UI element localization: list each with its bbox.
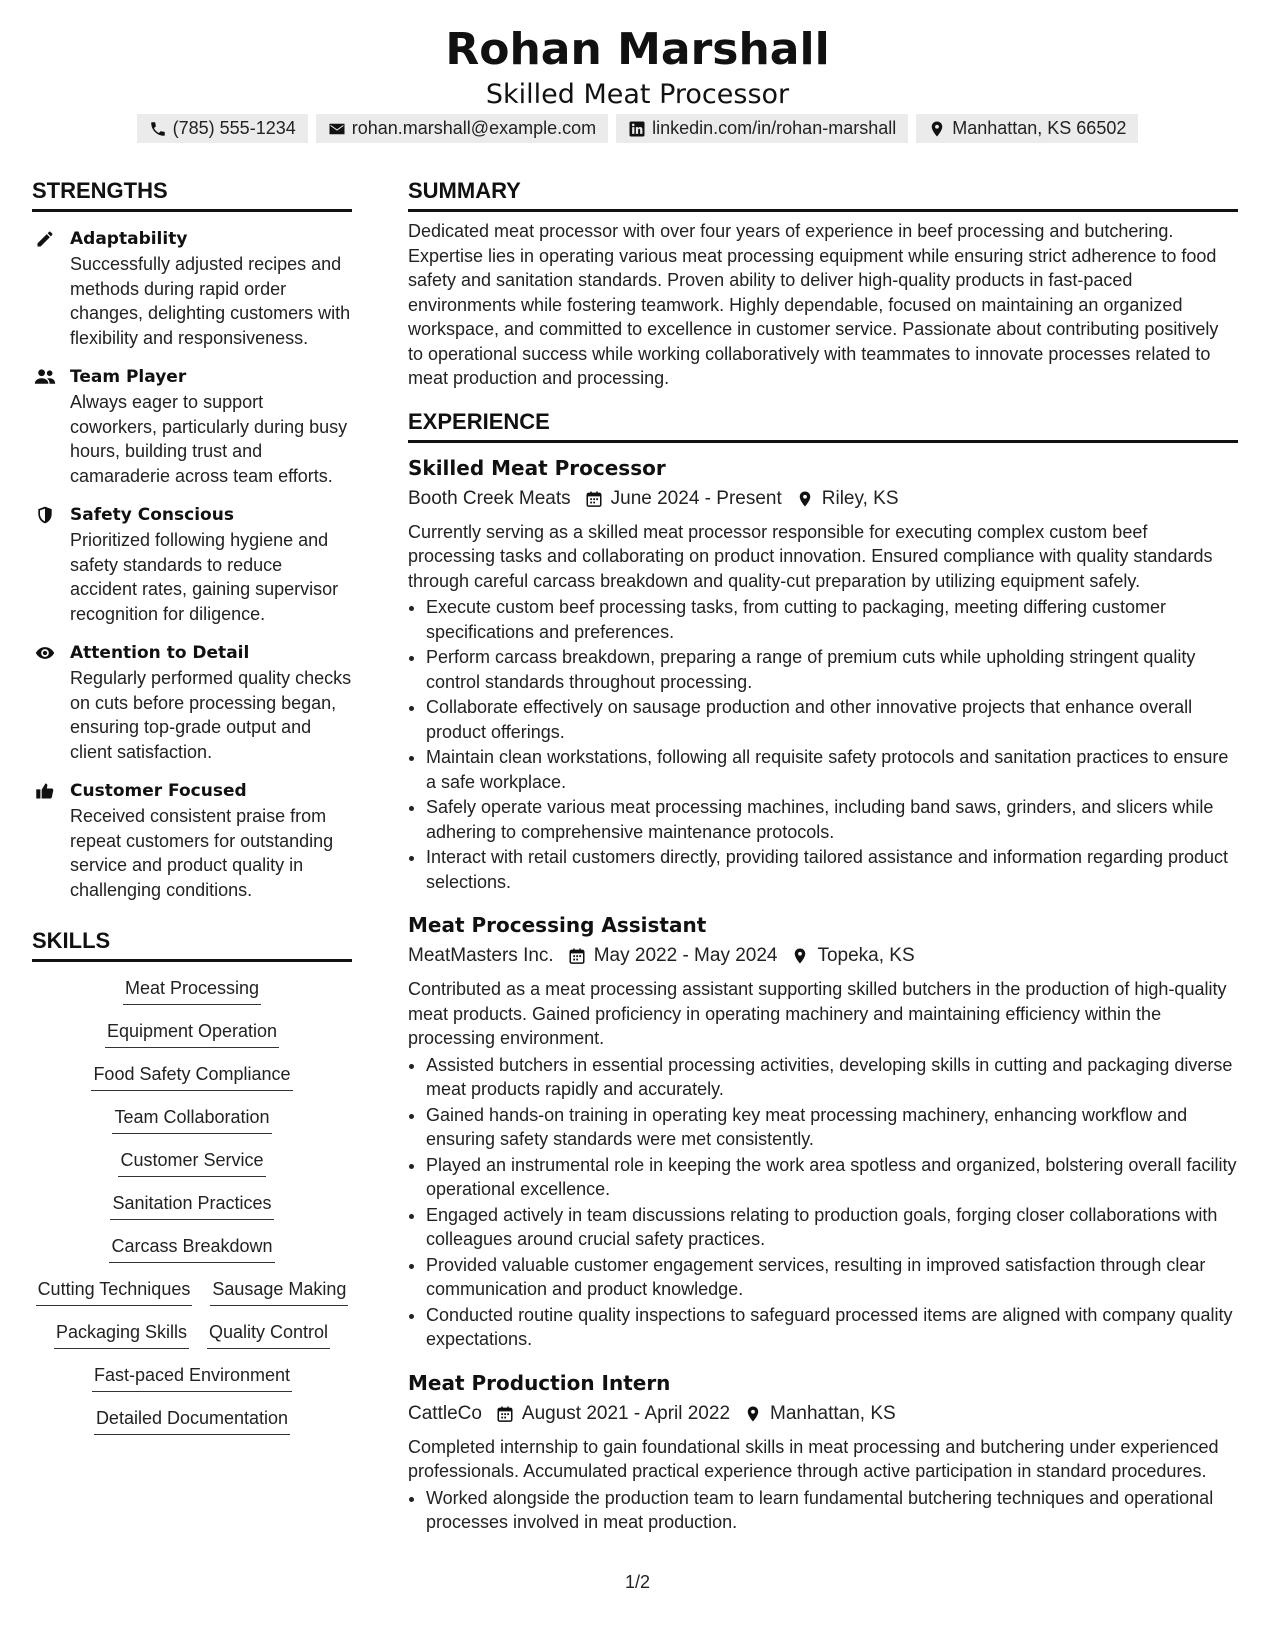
strengths-list [32, 226, 352, 902]
job-bullet: • Collaborate effectively on sausage production and other innovative projects that enhance overall product offerings. [426, 695, 1238, 744]
job-bullet: • Maintain clean workstations, following all requisite safety protocols and sanitation practices to ensure a safe workplace. [426, 745, 1238, 794]
job-bullet: • Execute custom beef processing tasks, from cutting to packaging, meeting differing customer specifications and preferences. [426, 595, 1238, 644]
job-location: Riley, KS [821, 487, 899, 509]
linkedin-icon [628, 120, 646, 138]
job-company: Booth Creek Meats [408, 487, 571, 509]
job-bullet: • Interact with retail customers directly, providing tailored assistance and information regarding product selections. [426, 845, 1238, 894]
experience-heading: EXPERIENCE [408, 407, 1238, 443]
strength-name: Adaptability [70, 229, 188, 249]
strengths-heading: STRENGTHS [32, 176, 352, 212]
job-bullet: • Worked alongside the production team to learn fundamental butchering techniques and operational processes involved in meat production. [426, 1486, 1238, 1535]
strength-desc: Always eager to support coworkers, particularly during busy hours, building trust and camaraderie across team efforts. [70, 392, 348, 486]
job-description: Currently serving as a skilled meat processor responsible for executing complex custom beef processing tasks and collaborating on product innovation. Ensured compliance with quality standards through careful carcass breakdown and quality-cut preparation by utilizing equipment safely. [408, 521, 1213, 591]
users-icon [34, 367, 56, 387]
job-description: Contributed as a meat processing assistant supporting skilled butchers in the production of high-quality meat products. Gained proficiency in operating machinery and maintaining efficiency within the processing environment. [408, 979, 1227, 1048]
phone-icon [149, 120, 167, 138]
thumbs-up-icon [34, 781, 56, 801]
job-bullet: • Provided valuable customer engagement services, resulting in improved satisfaction through clear communication and product knowledge. [426, 1253, 1238, 1302]
contact-location-text: Manhattan, KS 66502 [952, 118, 1127, 138]
job-meta [408, 1399, 1238, 1429]
job-dates: August 2021 - April 2022 [521, 1402, 731, 1424]
job-dates: June 2024 - Present [610, 487, 782, 509]
skill-tag: Meat Processing [123, 976, 261, 1005]
job-bullet: • Conducted routine quality inspections to safeguard processed items are aligned with company quality expectations. [426, 1303, 1238, 1352]
strength-name: Safety Conscious [70, 505, 234, 525]
strength-item [32, 640, 352, 764]
resume-header [0, 22, 1275, 112]
job-meta [408, 941, 1238, 971]
skills-list [32, 976, 352, 1449]
job-bullets [408, 1053, 1238, 1352]
strength-desc: Prioritized following hygiene and safety standards to reduce accident rates, gaining supervisor recognition for diligence. [70, 530, 339, 624]
skill-tag: Quality Control [207, 1320, 330, 1349]
strength-item [32, 502, 352, 626]
strength-name: Customer Focused [70, 781, 247, 801]
job-location: Manhattan, KS [770, 1402, 896, 1424]
page-number: 1/2 [624, 1572, 651, 1592]
skills-heading: SKILLS [32, 926, 352, 962]
contact-bar [110, 114, 1165, 143]
skill-tag: Equipment Operation [105, 1019, 279, 1048]
left-column [32, 176, 352, 1449]
envelope-icon [328, 120, 346, 138]
skill-tag: Sausage Making [210, 1277, 348, 1306]
strength-item [32, 226, 352, 350]
map-pin-icon [791, 947, 809, 965]
job-bullet: • Safely operate various meat processing machines, including band saws, grinders, and slicers while adhering to comprehensive maintenance protocols. [426, 795, 1238, 844]
calendar-icon [496, 1405, 514, 1423]
job-location: Topeka, KS [817, 945, 915, 966]
contact-phone-text: (785) 555-1234 [172, 118, 296, 138]
job-role: Meat Production Intern [408, 1370, 671, 1395]
job-bullet: • Gained hands-on training in operating key meat processing machinery, enhancing workflow and ensuring safety standards were met consistently. [426, 1103, 1238, 1152]
job-entry [408, 910, 1238, 1352]
job-bullet: • Perform carcass breakdown, preparing a range of premium cuts while upholding stringent quality control standards throughout processing. [426, 645, 1238, 694]
job-dates: May 2022 - May 2024 [593, 945, 778, 966]
pencil-icon [34, 229, 56, 249]
calendar-icon [568, 947, 586, 965]
job-bullet: • Engaged actively in team discussions relating to production goals, forging closer collaborations with colleagues around crucial safety practices. [426, 1203, 1238, 1252]
job-bullets [408, 595, 1238, 894]
skill-tag: Cutting Techniques [36, 1277, 193, 1306]
job-company: MeatMasters Inc. [408, 945, 554, 966]
job-entry [408, 1368, 1238, 1535]
job-role: Meat Processing Assistant [408, 913, 707, 937]
strength-name: Team Player [70, 367, 187, 387]
contact-email-text: rohan.marshall@example.com [351, 118, 597, 138]
strength-desc: Successfully adjusted recipes and methods during rapid order changes, delighting customers with flexibility and responsiveness. [70, 254, 351, 348]
job-bullets [408, 1486, 1238, 1535]
shield-icon [34, 505, 56, 525]
job-bullet: • Played an instrumental role in keeping the work area spotless and organized, bolstering overall facility operational excellence. [426, 1153, 1238, 1202]
skill-tag: Carcass Breakdown [109, 1234, 274, 1263]
map-pin-icon [796, 490, 814, 508]
strength-item [32, 778, 352, 902]
skill-tag: Sanitation Practices [110, 1191, 273, 1220]
eye-icon [34, 643, 56, 663]
skill-tag: Packaging Skills [54, 1320, 189, 1349]
summary-text: Dedicated meat processor with over four years of experience in beef processing and butchering. Expertise lies in operating various meat processing equipment while ensuring strict adherence to food safety and sanitation standards. Proven ability to deliver high-quality products in fast-paced environments while fostering teamwork. Highly dependable, focused on maintaining an organized workspace, and committed to excellence in customer service. Passionate about contributing positively to operational success while working collaboratively with teammates to innovate processes related to meat production and processing. [408, 221, 1219, 388]
job-meta [408, 484, 1238, 514]
contact-email[interactable] [316, 114, 608, 143]
skill-tag: Food Safety Compliance [91, 1062, 292, 1091]
skill-tag: Fast-paced Environment [92, 1363, 292, 1392]
skill-tag: Customer Service [118, 1148, 265, 1177]
strength-item [32, 364, 352, 488]
job-company: CattleCo [408, 1402, 482, 1424]
map-pin-icon [744, 1405, 762, 1423]
candidate-title: Skilled Meat Processor [485, 79, 790, 110]
job-bullet: • Assisted butchers in essential processing activities, developing skills in cutting and packaging diverse meat products rapidly and accurately. [426, 1053, 1238, 1102]
job-entry [408, 453, 1238, 895]
strength-desc: Regularly performed quality checks on cuts before processing began, ensuring top-grade output and client satisfaction. [70, 668, 352, 762]
job-description: Completed internship to gain foundational skills in meat processing and butchering under experienced professionals. Accumulated practical experience through active participation in standard procedures. [408, 1436, 1219, 1481]
summary-heading: SUMMARY [408, 176, 1238, 212]
skill-tag: Detailed Documentation [94, 1406, 290, 1435]
contact-location [916, 114, 1138, 143]
contact-linkedin-text: linkedin.com/in/rohan-marshall [652, 118, 897, 138]
contact-phone[interactable] [137, 114, 308, 143]
job-role: Skilled Meat Processor [408, 455, 666, 480]
strength-desc: Received consistent praise from repeat customers for outstanding service and product quality in challenging conditions. [70, 806, 334, 900]
candidate-name: Rohan Marshall [445, 24, 830, 75]
calendar-icon [585, 490, 603, 508]
skill-tag: Team Collaboration [112, 1105, 271, 1134]
contact-linkedin[interactable] [616, 114, 908, 143]
right-column [408, 176, 1238, 1536]
strength-name: Attention to Detail [70, 643, 250, 663]
map-pin-icon [928, 120, 946, 138]
